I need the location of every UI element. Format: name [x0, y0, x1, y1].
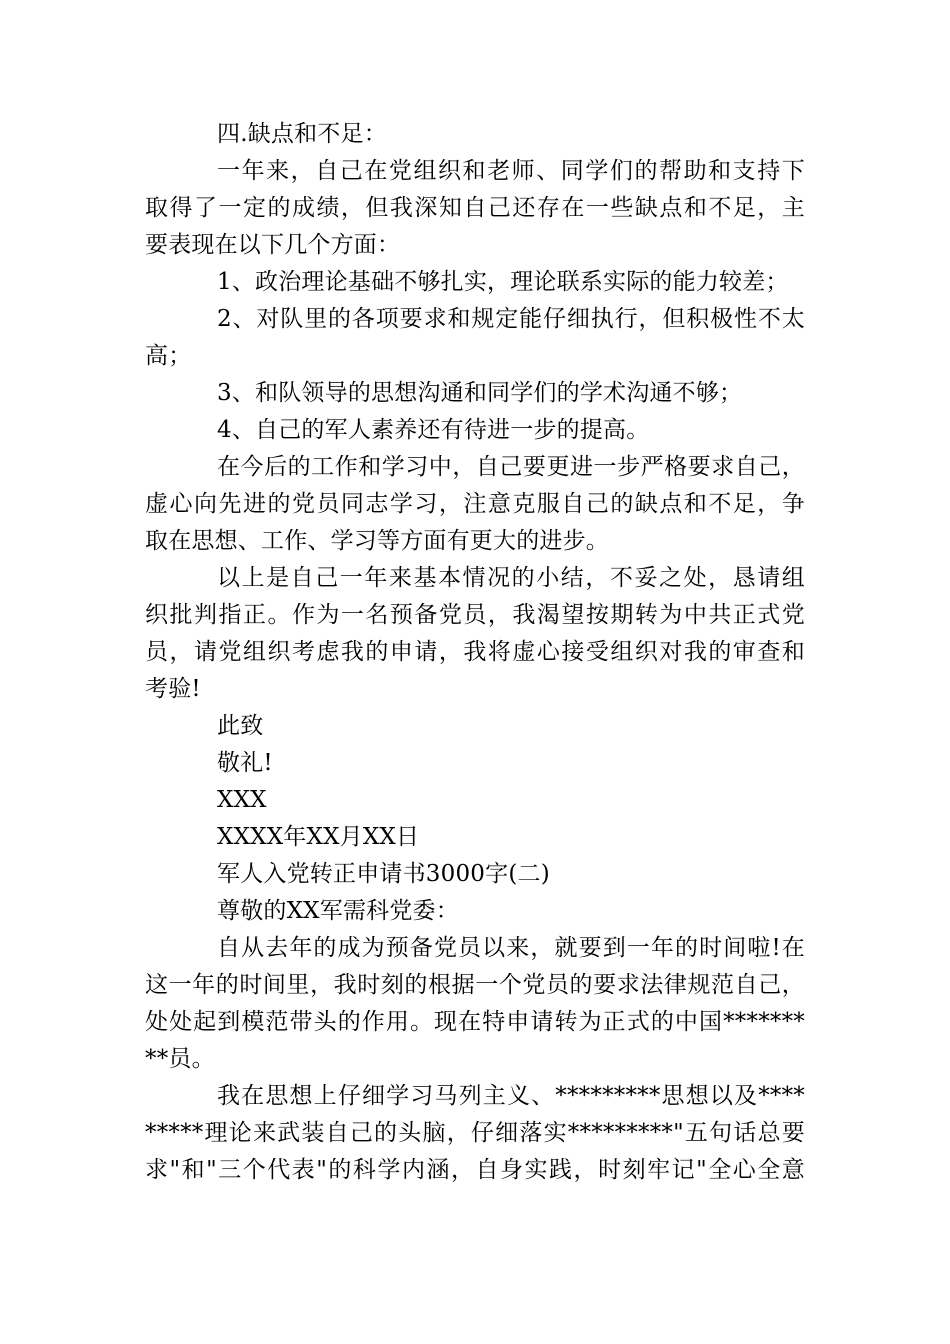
paragraph-line: 员，请党组织考虑我的申请，我将虚心接受组织对我的审查和 [145, 639, 805, 665]
closing-salutation: 此致 [217, 713, 264, 739]
list-item: 1、政治理论基础不够扎实，理论联系实际的能力较差； [217, 269, 789, 295]
paragraph-line: *****理论来武装自己的头脑，仔细落实*********"五句话总要 [145, 1120, 805, 1146]
paragraph-line: 织批判指正。作为一名预备党员，我渴望按期转为中共正式党 [145, 602, 805, 628]
closing-salutation: 敬礼! [217, 750, 273, 776]
paragraph-line: 在今后的工作和学习中，自己要更进一步严格要求自己， [217, 454, 805, 480]
paragraph-line: 求"和"三个代表"的科学内涵，自身实践，时刻牢记"全心全意 [145, 1157, 805, 1183]
paragraph-line: 考验! [145, 676, 201, 702]
list-item-continuation: 高； [145, 343, 192, 369]
signature-name: XXX [217, 787, 267, 813]
paragraph-line: 一年来，自己在党组织和老师、同学们的帮助和支持下 [217, 158, 805, 184]
paragraph-line: 取在思想、工作、学习等方面有更大的进步。 [145, 528, 609, 554]
letter-greeting: 尊敬的XX军需科党委： [217, 898, 459, 924]
paragraph-line: 虚心向先进的党员同志学习，注意克服自己的缺点和不足，争 [145, 491, 805, 517]
document-body [145, 116, 805, 1189]
list-item: 4、自己的军人素养还有待进一步的提高。 [217, 417, 650, 443]
paragraph-line: **员。 [145, 1046, 215, 1072]
document-title: 军人入党转正申请书3000字(二) [217, 861, 550, 887]
paragraph-line: 以上是自己一年来基本情况的小结，不妥之处，恳请组 [217, 565, 805, 591]
list-item: 3、和队领导的思想沟通和同学们的学术沟通不够； [217, 380, 743, 406]
paragraph-line: 取得了一定的成绩，但我深知自己还存在一些缺点和不足，主 [145, 195, 805, 221]
list-item: 2、对队里的各项要求和规定能仔细执行，但积极性不太 [217, 306, 805, 332]
paragraph-line: 这一年的时间里，我时刻的根据一个党员的要求法律规范自己， [145, 972, 805, 998]
paragraph-line: 自从去年的成为预备党员以来，就要到一年的时间啦!在 [217, 935, 805, 961]
paragraph-line: 我在思想上仔细学习马列主义、*********思想以及**** [217, 1083, 805, 1109]
paragraph-line: 要表现在以下几个方面： [145, 232, 401, 258]
signature-date: XXXX年XX月XX日 [217, 824, 420, 850]
paragraph-line: 处处起到模范带头的作用。现在特申请转为正式的中国******* [145, 1009, 805, 1035]
section-heading: 四.缺点和不足： [217, 121, 387, 147]
